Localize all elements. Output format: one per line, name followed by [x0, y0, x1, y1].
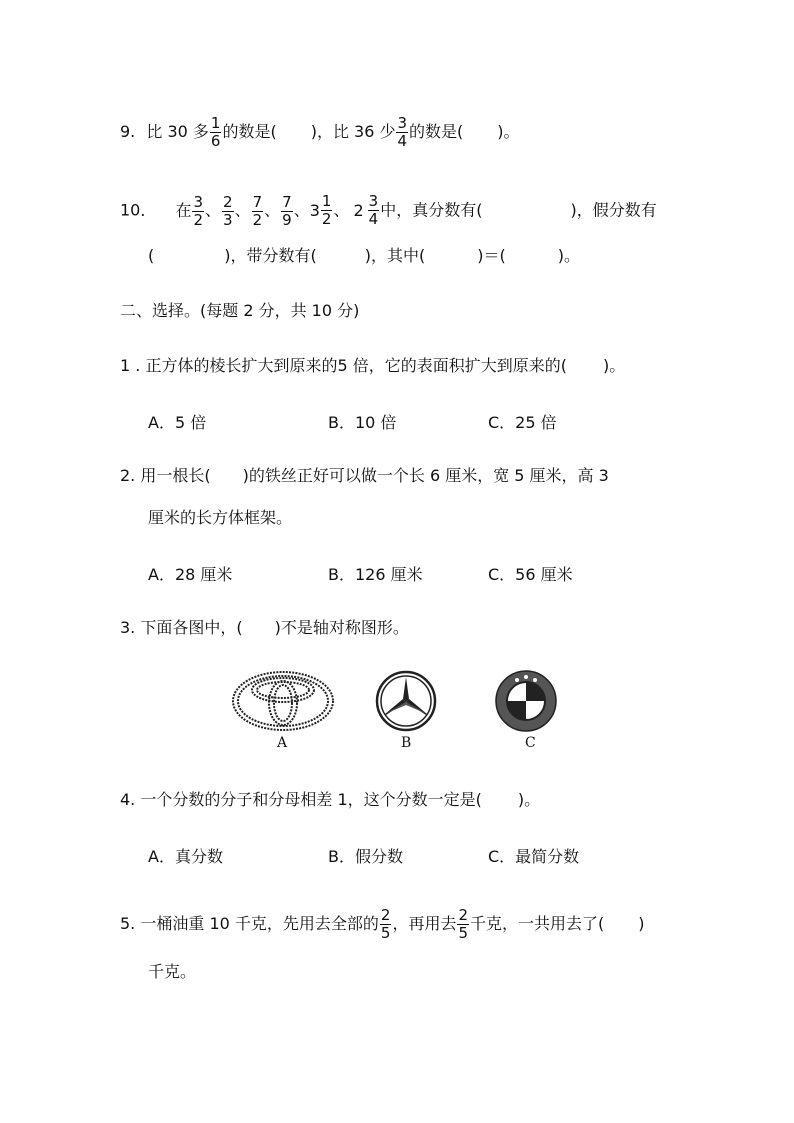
question-text: 的数是(	[409, 122, 464, 141]
numerator: 3	[193, 192, 204, 211]
question-text: 在	[175, 200, 192, 220]
numerator: 2	[223, 192, 233, 211]
question-text: 2. 用一根长(	[120, 466, 211, 485]
question-text: )。	[517, 790, 541, 809]
mercedes-logo-icon[interactable]	[374, 669, 438, 733]
whole-part: 3	[309, 200, 320, 220]
fraction	[321, 193, 333, 228]
question-text: 3. 下面各图中，(	[120, 618, 243, 637]
logo-label-a: A	[277, 735, 288, 751]
question-text: )。	[602, 356, 626, 375]
denominator: 5	[380, 924, 391, 942]
question-text: 4. 一个分数的分子和分母相差 1，这个分数一定是(	[120, 790, 482, 809]
denominator: 2	[321, 210, 332, 228]
option-a[interactable]: A．真分数	[148, 847, 223, 866]
denominator: 2	[252, 210, 263, 229]
logo-label-b: B	[401, 735, 412, 751]
numerator: 7	[252, 192, 263, 211]
denominator: 9	[282, 210, 292, 229]
question-text: )的铁丝正好可以做一个长 6 厘米，宽 5 厘米，高 3	[242, 466, 609, 485]
toyota-logo-icon[interactable]	[230, 668, 336, 734]
choice-question-1	[120, 356, 625, 376]
question-text: 1 . 正方体的棱长扩大到原来的5 倍，它的表面积扩大到原来的(	[120, 356, 567, 375]
choice-question-4	[120, 790, 540, 810]
option-b[interactable]: B．126 厘米	[328, 565, 423, 584]
question-text: )。	[497, 122, 520, 141]
numerator: 3	[397, 114, 408, 132]
fraction	[192, 194, 204, 229]
denominator: 6	[210, 132, 221, 150]
fraction	[222, 194, 234, 229]
separator: 、	[293, 200, 310, 220]
separator: 、	[205, 200, 222, 220]
fraction	[368, 193, 380, 228]
bmw-logo-icon[interactable]	[494, 669, 558, 733]
question-text: 比 30 多	[146, 122, 209, 141]
fraction	[457, 907, 469, 942]
denominator: 4	[397, 132, 408, 150]
choice-question-5	[120, 907, 645, 942]
fraction	[210, 115, 222, 150]
question-text: 5. 一桶油重 10 千克，先用去全部的	[120, 914, 379, 933]
choice-question-3	[120, 618, 409, 638]
separator: 、	[234, 200, 251, 220]
logo-label-c: C	[525, 735, 536, 751]
question-number: 10．	[120, 200, 157, 220]
question-9	[120, 115, 520, 150]
option-b[interactable]: B．10 倍	[328, 413, 397, 432]
question-text: )，带分数有(	[224, 246, 317, 265]
separator: 、	[333, 200, 350, 220]
question-text: )＝(	[477, 246, 506, 265]
choice-question-2	[120, 466, 609, 486]
question-text: )不是轴对称图形。	[274, 618, 409, 637]
denominator: 4	[368, 210, 379, 228]
question-text: 千克，一共用去了(	[470, 914, 605, 933]
separator: 、	[264, 200, 281, 220]
question-text: )，假分数有	[570, 200, 657, 220]
option-a[interactable]: A．5 倍	[148, 413, 207, 432]
numerator: 7	[282, 192, 292, 211]
option-a[interactable]: A．28 厘米	[148, 565, 233, 584]
option-b[interactable]: B．假分数	[328, 847, 403, 866]
question-10-line2	[148, 246, 580, 266]
section-title: 二、选择。(每题 2 分，共 10 分)	[120, 301, 360, 320]
question-text: 的数是(	[222, 122, 277, 141]
question-text: )，比 36 少	[310, 122, 396, 141]
denominator: 3	[223, 210, 233, 229]
option-c[interactable]: C．56 厘米	[488, 565, 573, 584]
denominator: 5	[458, 924, 468, 942]
numerator: 3	[368, 192, 379, 210]
question-text: ，再用去	[392, 914, 457, 933]
choice-question-2-line2: 厘米的长方体框架。	[148, 508, 293, 527]
question-number: 9.	[120, 122, 136, 141]
question-text: )	[638, 914, 645, 933]
fraction	[281, 194, 293, 229]
numerator: 2	[380, 906, 391, 924]
question-text: )，其中(	[364, 246, 426, 265]
option-c[interactable]: C．25 倍	[488, 413, 557, 432]
fraction	[380, 907, 392, 942]
mixed-number	[353, 193, 380, 228]
option-c[interactable]: C．最简分数	[488, 847, 580, 866]
question-10	[120, 193, 657, 229]
whole-part: 2	[353, 200, 364, 220]
choice-question-5-line2: 千克。	[148, 962, 197, 981]
question-text: (	[148, 246, 155, 265]
fraction	[252, 194, 264, 229]
numerator: 1	[210, 114, 221, 132]
question-text: 中，真分数有(	[380, 200, 483, 220]
denominator: 2	[193, 210, 204, 229]
question-text: )。	[557, 246, 580, 265]
numerator: 1	[321, 192, 332, 210]
fraction	[396, 115, 408, 150]
numerator: 2	[458, 906, 468, 924]
mixed-number	[310, 193, 334, 228]
